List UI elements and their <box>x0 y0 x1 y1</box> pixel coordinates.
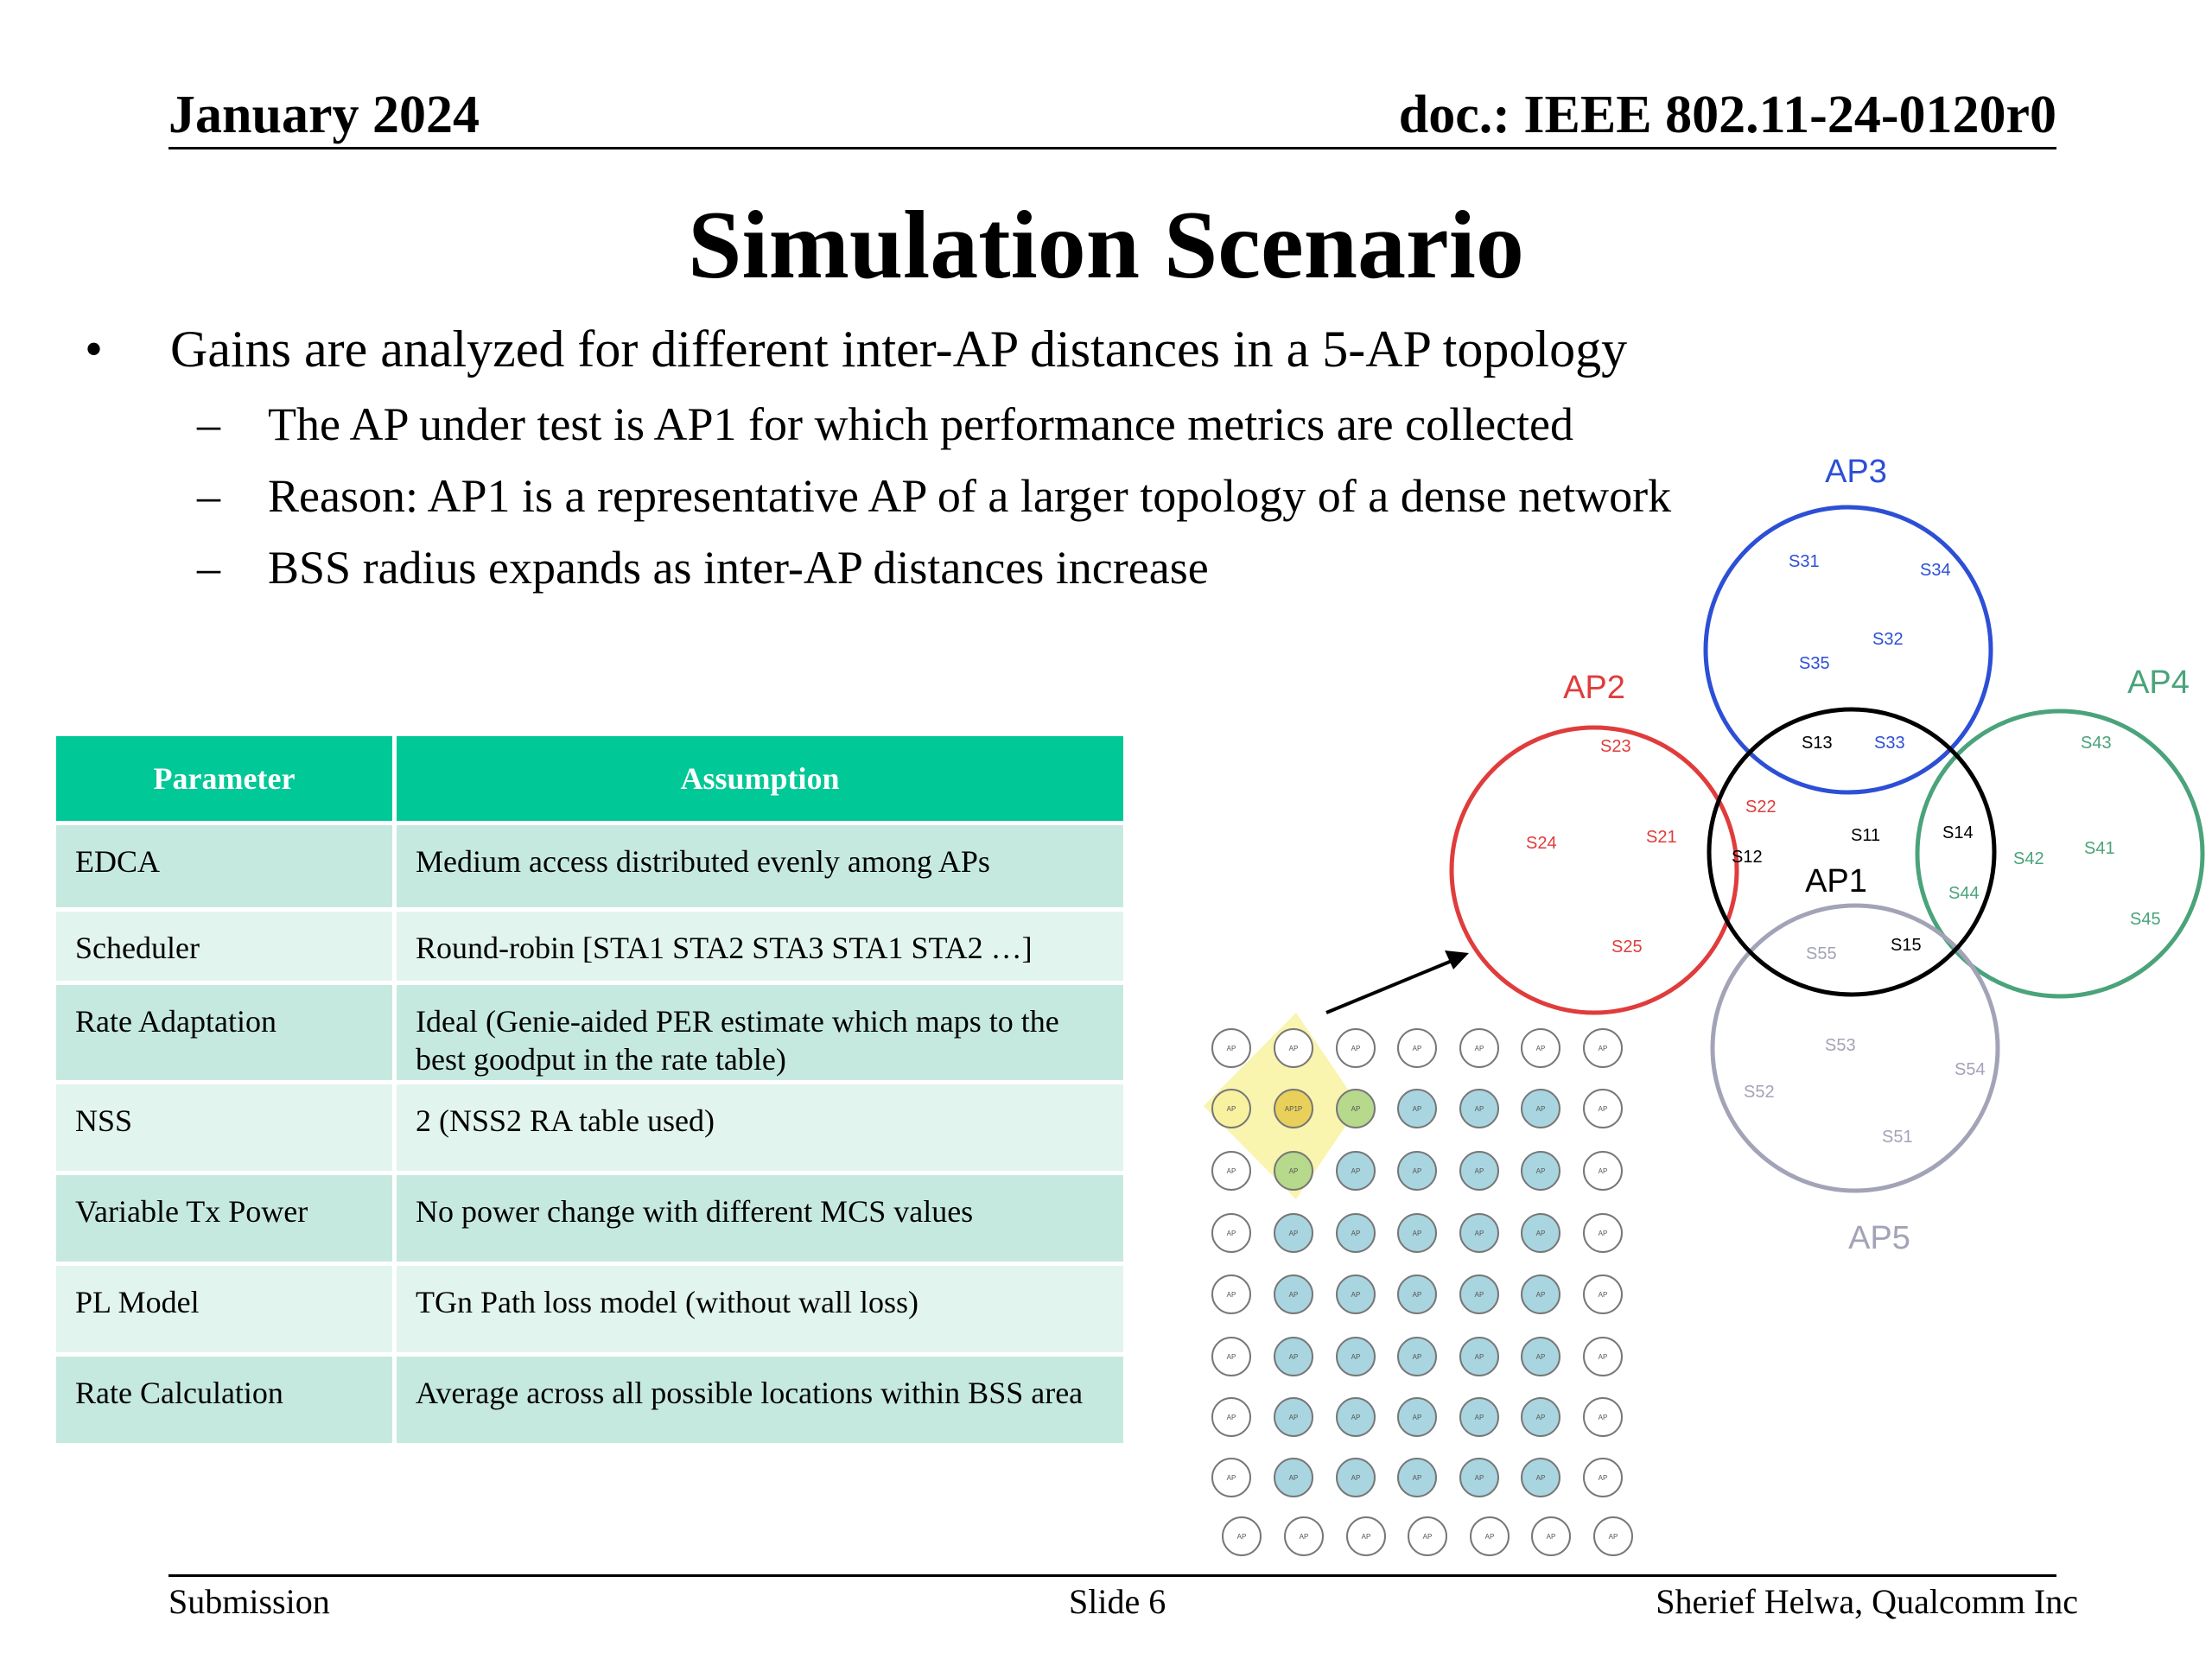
grid-ap-node <box>1337 1275 1375 1313</box>
station-label: S44 <box>1948 884 1980 903</box>
header-doc-id: doc.: IEEE 802.11-24-0120r0 <box>1398 86 2056 144</box>
grid-ap-node-label: AP1P <box>1284 1105 1303 1113</box>
grid-ap-node-label: AP <box>1535 1353 1546 1361</box>
grid-ap-node <box>1522 1152 1560 1190</box>
station-label: S25 <box>1611 938 1643 957</box>
grid-ap-node-label: AP <box>1236 1533 1247 1541</box>
grid-ap-node-label: AP <box>1351 1414 1361 1421</box>
grid-ap-node <box>1522 1029 1560 1067</box>
grid-ap-node <box>1460 1459 1498 1497</box>
grid-ap-node <box>1584 1029 1622 1067</box>
grid-ap-node-label: AP <box>1351 1045 1361 1052</box>
grid-ap-node-label: AP <box>1535 1230 1546 1237</box>
station-label: S11 <box>1851 826 1881 845</box>
station-label: S43 <box>2081 734 2112 753</box>
grid-ap-node-label: AP <box>1351 1105 1361 1113</box>
grid-ap-node-label: AP <box>1288 1230 1299 1237</box>
sub-bullet-2: Reason: AP1 is a representative AP of a larger topology of a dense network <box>268 470 1672 522</box>
grid-ap-node <box>1594 1517 1632 1555</box>
grid-ap-node <box>1337 1090 1375 1128</box>
grid-ap-node <box>1398 1152 1436 1190</box>
grid-ap-node-label: AP <box>1412 1291 1422 1299</box>
grid-ap-node-label: AP <box>1412 1167 1422 1175</box>
grid-ap-node-label: AP <box>1535 1474 1546 1482</box>
grid-ap-node-label: AP <box>1535 1291 1546 1299</box>
grid-ap-node-label: AP <box>1535 1105 1546 1113</box>
grid-ap-node <box>1274 1398 1313 1436</box>
grid-ap-node <box>1337 1152 1375 1190</box>
grid-ap-node <box>1347 1517 1385 1555</box>
sub-bullet-3: BSS radius expands as inter-AP distances increase <box>268 542 1209 594</box>
parameter-cell: Scheduler <box>56 912 397 985</box>
grid-ap-node <box>1522 1275 1560 1313</box>
grid-ap-node <box>1274 1090 1313 1128</box>
grid-ap-node <box>1471 1517 1509 1555</box>
station-label: S42 <box>2013 849 2044 868</box>
ap2-coverage-circle <box>1452 728 1737 1013</box>
slide-title: Simulation Scenario <box>688 192 1524 299</box>
column-header-assumption: Assumption <box>397 736 1123 825</box>
grid-ap-node <box>1522 1459 1560 1497</box>
grid-ap-node-label: AP <box>1226 1353 1236 1361</box>
station-label: S13 <box>1802 734 1833 753</box>
arrow-line <box>1326 959 1456 1013</box>
grid-ap-node <box>1460 1338 1498 1376</box>
grid-ap-node <box>1398 1090 1436 1128</box>
assumption-cell: 2 (NSS2 RA table used) <box>397 1084 1123 1175</box>
grid-ap-node <box>1584 1459 1622 1497</box>
grid-ap-node-label: AP <box>1226 1230 1236 1237</box>
grid-ap-node <box>1584 1152 1622 1190</box>
grid-ap-node <box>1274 1152 1313 1190</box>
grid-ap-node-label: AP <box>1608 1533 1618 1541</box>
grid-ap-node-label: AP <box>1351 1230 1361 1237</box>
grid-ap-node <box>1398 1398 1436 1436</box>
grid-ap-node <box>1337 1398 1375 1436</box>
grid-ap-node-label: AP <box>1288 1291 1299 1299</box>
grid-ap-node <box>1584 1214 1622 1252</box>
grid-ap-node-label: AP <box>1474 1105 1484 1113</box>
grid-ap-node <box>1274 1029 1313 1067</box>
grid-ap-node-label: AP <box>1535 1045 1546 1052</box>
grid-ap-node <box>1337 1214 1375 1252</box>
grid-ap-node-label: AP <box>1474 1045 1484 1052</box>
parameter-cell: Variable Tx Power <box>56 1175 397 1266</box>
ap1-label: AP1 <box>1805 863 1867 899</box>
grid-ap-node-label: AP <box>1361 1533 1371 1541</box>
grid-ap-node-label: AP <box>1288 1474 1299 1482</box>
grid-ap-node-label: AP <box>1412 1230 1422 1237</box>
ap2-label: AP2 <box>1563 670 1625 706</box>
dash-glyph: – <box>197 398 220 450</box>
grid-ap-node-label: AP <box>1226 1414 1236 1421</box>
parameter-cell: Rate Calculation <box>56 1357 397 1447</box>
grid-ap-node <box>1212 1029 1250 1067</box>
grid-ap-node-label: AP <box>1412 1353 1422 1361</box>
station-label: S12 <box>1732 848 1763 867</box>
grid-ap-node-label: AP <box>1474 1474 1484 1482</box>
grid-ap-node <box>1337 1029 1375 1067</box>
grid-ap-node-label: AP <box>1474 1230 1484 1237</box>
grid-ap-node <box>1584 1275 1622 1313</box>
arrow-head <box>1445 950 1469 969</box>
grid-ap-node-label: AP <box>1484 1533 1495 1541</box>
grid-ap-node <box>1408 1517 1446 1555</box>
station-label: S32 <box>1872 630 1904 649</box>
grid-ap-node-label: AP <box>1546 1533 1556 1541</box>
station-label: S41 <box>2084 839 2115 858</box>
grid-ap-node <box>1398 1459 1436 1497</box>
grid-ap-node <box>1212 1338 1250 1376</box>
grid-ap-node <box>1212 1214 1250 1252</box>
grid-ap-node <box>1274 1459 1313 1497</box>
station-label: S31 <box>1789 552 1820 571</box>
parameter-cell: PL Model <box>56 1266 397 1357</box>
grid-ap-node <box>1212 1090 1250 1128</box>
grid-ap-node-label: AP <box>1598 1045 1608 1052</box>
grid-ap-node <box>1337 1459 1375 1497</box>
grid-ap-node <box>1274 1338 1313 1376</box>
grid-ap-node-label: AP <box>1226 1291 1236 1299</box>
grid-ap-node <box>1274 1275 1313 1313</box>
assumption-cell: Average across all possible locations within BSS area <box>397 1357 1123 1447</box>
station-label: S35 <box>1799 654 1830 673</box>
ap3-label: AP3 <box>1825 454 1887 490</box>
grid-ap-node <box>1212 1459 1250 1497</box>
grid-ap-node <box>1337 1338 1375 1376</box>
grid-ap-node <box>1398 1214 1436 1252</box>
grid-ap-node-label: AP <box>1288 1045 1299 1052</box>
footer-slide-number: Slide 6 <box>1069 1582 1166 1621</box>
station-label: S51 <box>1882 1128 1913 1147</box>
station-label: S14 <box>1942 823 1974 842</box>
parameter-cell: EDCA <box>56 825 397 912</box>
grid-ap-node-label: AP <box>1474 1167 1484 1175</box>
grid-ap-node <box>1212 1398 1250 1436</box>
grid-ap-node-label: AP <box>1598 1414 1608 1421</box>
grid-ap-node-label: AP <box>1598 1105 1608 1113</box>
grid-ap-node <box>1522 1090 1560 1128</box>
station-label: S21 <box>1646 828 1677 847</box>
grid-ap-node <box>1223 1517 1261 1555</box>
header-date: January 2024 <box>168 86 480 144</box>
grid-ap-node <box>1460 1214 1498 1252</box>
grid-ap-node-label: AP <box>1351 1353 1361 1361</box>
grid-ap-node-label: AP <box>1226 1045 1236 1052</box>
assumption-cell: Medium access distributed evenly among APs <box>397 825 1123 912</box>
grid-ap-node-label: AP <box>1412 1474 1422 1482</box>
grid-ap-node-label: AP <box>1412 1045 1422 1052</box>
station-label: S23 <box>1600 737 1631 756</box>
assumption-cell: TGn Path loss model (without wall loss) <box>397 1266 1123 1357</box>
grid-ap-node-label: AP <box>1598 1474 1608 1482</box>
grid-ap-node-label: AP <box>1299 1533 1309 1541</box>
footer-author: Sherief Helwa, Qualcomm Inc <box>1656 1582 2078 1621</box>
grid-ap-node <box>1522 1338 1560 1376</box>
parameter-cell: Rate Adaptation <box>56 985 397 1084</box>
grid-ap-node <box>1398 1029 1436 1067</box>
dash-glyph: – <box>197 542 220 594</box>
ap4-label: AP4 <box>2127 664 2190 701</box>
grid-ap-node <box>1212 1275 1250 1313</box>
grid-ap-node <box>1584 1338 1622 1376</box>
grid-ap-node-label: AP <box>1412 1105 1422 1113</box>
grid-ap-node-label: AP <box>1598 1353 1608 1361</box>
grid-ap-node <box>1460 1398 1498 1436</box>
footer-submission: Submission <box>168 1582 330 1621</box>
bullet-glyph: • <box>85 321 104 378</box>
station-label: S22 <box>1745 798 1777 817</box>
grid-ap-node-label: AP <box>1288 1353 1299 1361</box>
grid-ap-node <box>1522 1214 1560 1252</box>
grid-ap-node <box>1212 1152 1250 1190</box>
grid-ap-node-label: AP <box>1226 1474 1236 1482</box>
grid-ap-node-label: AP <box>1535 1167 1546 1175</box>
dash-glyph: – <box>197 470 220 522</box>
grid-ap-node-label: AP <box>1288 1414 1299 1421</box>
assumption-cell: Round-robin [STA1 STA2 STA3 STA1 STA2 …] <box>397 912 1123 985</box>
assumption-cell: Ideal (Genie-aided PER estimate which maps to the best goodput in the rate table) <box>397 985 1123 1084</box>
grid-ap-node <box>1274 1214 1313 1252</box>
assumption-cell: No power change with different MCS values <box>397 1175 1123 1266</box>
grid-ap-node-label: AP <box>1598 1230 1608 1237</box>
grid-ap-node-label: AP <box>1474 1291 1484 1299</box>
station-label: S33 <box>1874 734 1905 753</box>
station-label: S15 <box>1891 936 1922 955</box>
grid-ap-node <box>1285 1517 1323 1555</box>
station-label: S55 <box>1806 944 1837 963</box>
grid-ap-node-label: AP <box>1474 1353 1484 1361</box>
grid-ap-node-label: AP <box>1226 1105 1236 1113</box>
station-label: S54 <box>1955 1060 1986 1079</box>
station-label: S34 <box>1920 561 1951 580</box>
grid-ap-node <box>1398 1338 1436 1376</box>
grid-ap-node-label: AP <box>1412 1414 1422 1421</box>
grid-ap-node <box>1460 1029 1498 1067</box>
grid-ap-node-label: AP <box>1226 1167 1236 1175</box>
bullet-main: Gains are analyzed for different inter-AP distances in a 5-AP topology <box>170 321 1628 378</box>
grid-ap-node-label: AP <box>1351 1167 1361 1175</box>
grid-ap-node <box>1522 1398 1560 1436</box>
grid-ap-node-label: AP <box>1598 1291 1608 1299</box>
grid-ap-node <box>1398 1275 1436 1313</box>
grid-ap-node-label: AP <box>1535 1414 1546 1421</box>
grid-ap-node <box>1532 1517 1570 1555</box>
grid-ap-node <box>1584 1398 1622 1436</box>
grid-ap-node <box>1584 1090 1622 1128</box>
station-label: S52 <box>1744 1083 1775 1102</box>
grid-ap-node-label: AP <box>1351 1291 1361 1299</box>
grid-ap-node <box>1460 1275 1498 1313</box>
station-label: S45 <box>2130 910 2161 929</box>
grid-ap-node-label: AP <box>1351 1474 1361 1482</box>
ap5-label: AP5 <box>1848 1220 1910 1256</box>
grid-ap-node-label: AP <box>1422 1533 1433 1541</box>
ap-grid <box>1212 1029 1632 1555</box>
grid-ap-node-label: AP <box>1474 1414 1484 1421</box>
grid-ap-node <box>1460 1090 1498 1128</box>
sub-bullet-1: The AP under test is AP1 for which performance metrics are collected <box>268 398 1573 450</box>
footer-rule <box>168 1574 2056 1577</box>
column-header-parameter: Parameter <box>56 736 397 825</box>
grid-ap-node <box>1460 1152 1498 1190</box>
grid-ap-node-label: AP <box>1598 1167 1608 1175</box>
grid-ap-node-label: AP <box>1288 1167 1299 1175</box>
parameter-cell: NSS <box>56 1084 397 1175</box>
station-label: S53 <box>1825 1036 1856 1055</box>
station-label: S24 <box>1526 834 1557 853</box>
